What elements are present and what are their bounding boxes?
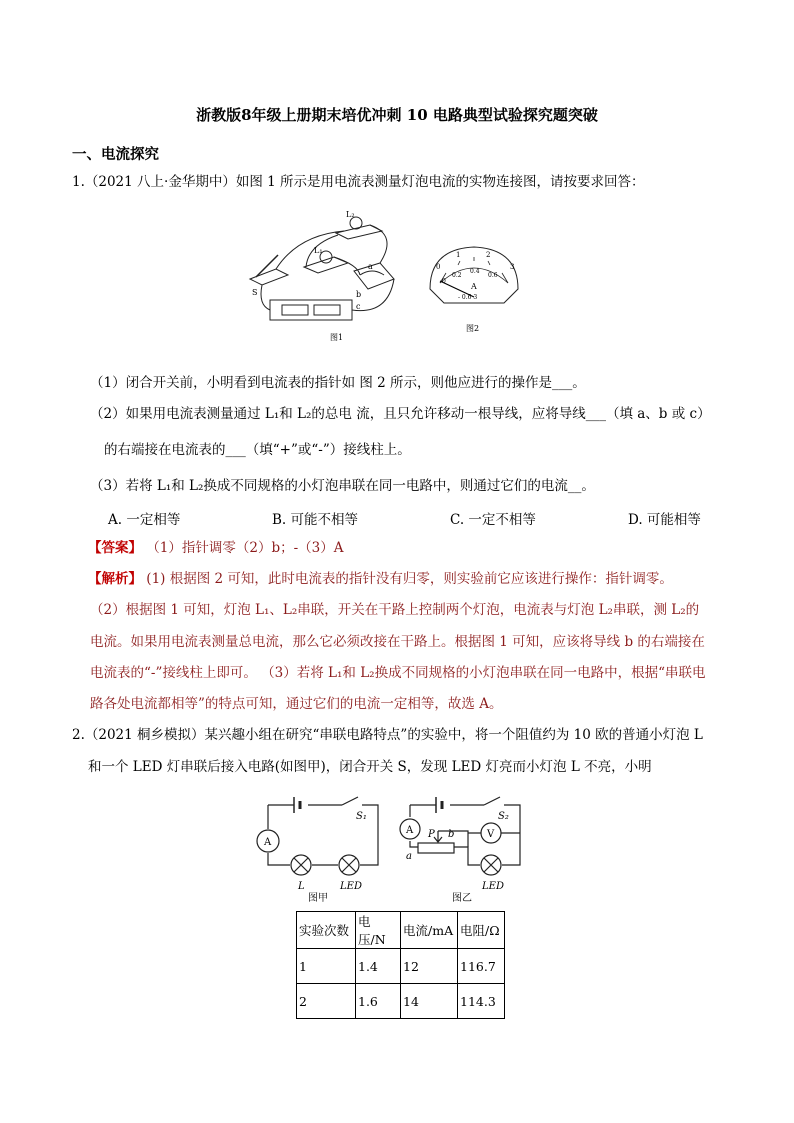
svg-text:LED: LED xyxy=(482,881,504,892)
table-cell: 2 xyxy=(297,984,356,1019)
table-cell: 114.3 xyxy=(458,984,505,1019)
svg-text:0: 0 xyxy=(436,263,441,271)
q1-stem: 1.（2021 八上·金华期中）如图 1 所示是用电流表测量灯泡电流的实物连接图，请按要求回答： xyxy=(72,174,645,190)
fig1-label-a: a xyxy=(368,262,373,271)
fig1-label-b: b xyxy=(356,290,362,299)
table-cell: 1.4 xyxy=(356,949,401,984)
svg-text:P: P xyxy=(428,829,435,840)
answer-line xyxy=(88,539,344,557)
answer-tag: 【答案】 xyxy=(88,540,142,556)
analysis-line-3: 电流。如果用电流表测量总电流，那么它必须改接在干路上。根据图 1 可知，应该将导线 b 的右端接在 xyxy=(90,634,705,650)
svg-text:0.4: 0.4 xyxy=(470,268,480,275)
answer-text: （1）指针调零（2）b；-（3）A xyxy=(146,540,344,556)
svg-text:L: L xyxy=(298,881,305,892)
fig1-label-c: c xyxy=(356,302,361,311)
table-header: 电流/mA xyxy=(401,912,458,949)
analysis-tag: 【解析】 xyxy=(88,571,142,587)
svg-text:0.6: 0.6 xyxy=(488,272,498,279)
q1-part1: （1）闭合开关前，小明看到电流表的指针如 图 2 所示，则他应进行的操作是___。 xyxy=(90,375,586,391)
q1-part3: （3）若将 L₁和 L₂换成不同规格的小灯泡串联在同一电路中，则通过它们的电流__。 xyxy=(90,478,595,494)
svg-text:- 0.6 3: - 0.6 3 xyxy=(458,294,478,301)
svg-text:1: 1 xyxy=(456,251,461,259)
experiment-table xyxy=(296,911,505,1019)
analysis-line-1: 【解析】 (1) 根据图 2 可知，此时电流表的指针没有归零，则实验前它应该进行操作：指针调零。 xyxy=(88,571,673,587)
svg-text:b: b xyxy=(448,829,455,840)
svg-text:0.2: 0.2 xyxy=(452,272,462,279)
page-title: 浙教版8年级上册期末培优冲刺 10 电路典型试验探究题突破 xyxy=(196,106,598,124)
fig-jia-circuit xyxy=(256,793,396,903)
svg-text:S₂: S₂ xyxy=(498,811,509,822)
fig-yi-circuit xyxy=(398,793,538,903)
analysis-line-2: （2）根据图 1 可知，灯泡 L₁、L₂串联，开关在干路上控制两个灯泡，电流表与灯泡 L₂串联，测 L₂的 xyxy=(90,602,700,618)
table-header: 电阻/Ω xyxy=(458,912,505,949)
svg-text:V: V xyxy=(487,829,495,840)
q1-part2a: （2）如果用电流表测量通过 L₁和 L₂的总电 流，且只允许移动一根导线，应将导线___（填 a、b 或 c） xyxy=(90,406,711,422)
fig1-label-l1: L₁ xyxy=(314,246,323,255)
analysis-line-5: 路各处电流都相等”的特点可知，通过它们的电流一定相等，故选 A。 xyxy=(90,696,503,712)
q1-part2b: 的右端接在电流表的___（填“+”或“-”）接线柱上。 xyxy=(104,442,411,458)
fig1-label-s: S xyxy=(252,288,258,297)
svg-text:3: 3 xyxy=(510,263,515,271)
svg-text:S₁: S₁ xyxy=(356,811,367,822)
svg-text:2: 2 xyxy=(486,251,491,259)
fig2-ammeter-face xyxy=(424,243,524,335)
table-cell: 12 xyxy=(401,949,458,984)
table-row xyxy=(297,949,505,984)
table-cell: 116.7 xyxy=(458,949,505,984)
q2-stem-1: 2.（2021 桐乡模拟）某兴趣小组在研究“串联电路特点”的实验中，将一个阻值约为 10 欧的普通小灯泡 L xyxy=(72,727,703,743)
option-d: D. 可能相等 xyxy=(628,512,701,528)
svg-text:A: A xyxy=(471,282,477,291)
table-header-row xyxy=(297,912,505,949)
svg-text:A: A xyxy=(406,825,414,836)
q2-stem-2: 和一个 LED 灯串联后接入电路(如图甲)，闭合开关 S，发现 LED 灯亮而小灯泡 L 不亮，小明 xyxy=(88,759,652,775)
svg-text:A: A xyxy=(264,837,272,848)
table-cell: 1 xyxy=(297,949,356,984)
table-header: 电压/N xyxy=(356,912,401,949)
section-heading: 一、电流探究 xyxy=(72,146,159,163)
fig1-caption: 图1 xyxy=(330,333,344,342)
switch-base xyxy=(250,269,288,285)
table-cell: 1.6 xyxy=(356,984,401,1019)
option-a: A. 一定相等 xyxy=(108,512,181,528)
fig-jia-caption: 图甲 xyxy=(308,893,328,903)
table-cell: 14 xyxy=(401,984,458,1019)
fig1-circuit xyxy=(248,205,408,345)
option-b: B. 可能不相等 xyxy=(272,512,359,528)
svg-text:0: 0 xyxy=(442,278,446,285)
ammeter xyxy=(354,263,394,289)
svg-text:LED: LED xyxy=(340,881,362,892)
option-c: C. 一定不相等 xyxy=(450,512,536,528)
fig2-caption: 图2 xyxy=(466,324,480,333)
table-row xyxy=(297,984,505,1019)
fig-yi-caption: 图乙 xyxy=(452,893,472,903)
fig1-label-l2: L₂ xyxy=(346,210,355,219)
svg-text:a: a xyxy=(406,851,412,862)
analysis-line-4: 电流表的“-”接线柱上即可。 （3）若将 L₁和 L₂换成不同规格的小灯泡串联在同一电路中，根据“串联电 xyxy=(90,665,706,681)
table-header: 实验次数 xyxy=(297,912,356,949)
rheostat-symbol xyxy=(418,843,454,853)
